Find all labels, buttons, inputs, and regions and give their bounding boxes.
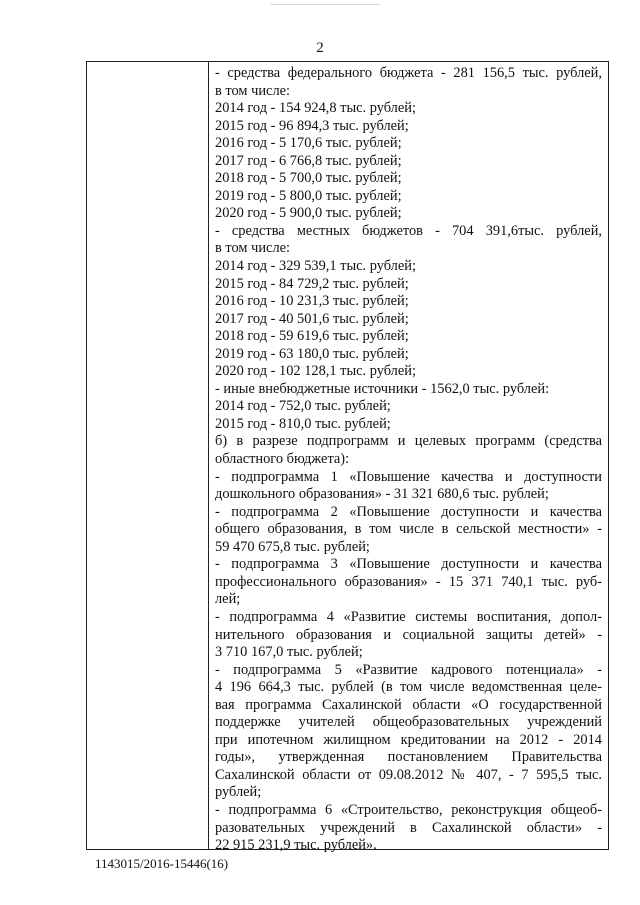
text-line: 2018 год - 59 619,6 тыс. рублей;: [215, 328, 409, 345]
text-line: 2020 год - 5 900,0 тыс. рублей;: [215, 205, 402, 222]
text-line: в том числе:: [215, 82, 291, 99]
text-line: - средства федерального бюджета - 281 156,5 тыс. рублей,: [215, 65, 602, 81]
text-line: 2015 год - 84 729,2 тыс. рублей;: [215, 275, 409, 292]
text-line: рублей;: [215, 784, 262, 801]
text-line: 2018 год - 5 700,0 тыс. рублей;: [215, 170, 402, 187]
document-table: [86, 61, 609, 854]
text-line: профессионального образования» - 15 371 740,1 тыс. руб-: [215, 573, 602, 590]
text-line: 2019 год - 5 800,0 тыс. рублей;: [215, 187, 402, 204]
text-line: 4 196 664,3 тыс. рублей (в том числе ведомственная целе-: [215, 679, 602, 696]
text-line: б) в разрезе подпрограмм и целевых программ (средства: [215, 433, 602, 450]
text-line: - подпрограмма 2 «Повышение доступности и качества: [215, 503, 602, 520]
text-line: - иные внебюджетные источники - 1562,0 тыс. рублей:: [215, 380, 550, 397]
text-line: лей;: [215, 591, 241, 608]
text-line: 2017 год - 6 766,8 тыс. рублей;: [215, 152, 402, 169]
text-line: - подпрограмма 6 «Строительство, реконструкция общеоб-: [215, 801, 602, 818]
text-line: 2020 год - 102 128,1 тыс. рублей;: [215, 363, 416, 380]
text-line: поддержке учителей общеобразовательных учреждений: [215, 714, 602, 731]
text-line: 22 915 231,9 тыс. рублей».: [215, 837, 377, 854]
text-line: областного бюджета):: [215, 451, 350, 468]
text-line: 2015 год - 96 894,3 тыс. рублей;: [215, 117, 409, 134]
document-code: 1143015/2016-15446(16): [95, 856, 229, 871]
page-number: 2: [316, 40, 324, 56]
text-line: в том числе:: [215, 240, 291, 257]
text-line: - подпрограмма 5 «Развитие кадрового потенциала» -: [215, 661, 602, 678]
text-line: 2019 год - 63 180,0 тыс. рублей;: [215, 345, 409, 362]
text-line: - подпрограмма 1 «Повышение качества и доступности: [215, 468, 602, 485]
text-line: общего образования, в том числе в сельской местности» -: [215, 521, 602, 538]
text-line: - подпрограмма 4 «Развитие системы воспитания, допол-: [215, 608, 602, 625]
table-right-cell: [209, 62, 608, 854]
text-line: 59 470 675,8 тыс. рублей;: [215, 538, 370, 555]
text-line: - средства местных бюджетов - 704 391,6тыс. рублей,: [215, 222, 602, 239]
text-line: 2014 год - 752,0 тыс. рублей;: [215, 398, 391, 415]
text-line: при ипотечном жилищном кредитовании на 2012 - 2014: [215, 731, 602, 748]
text-line: - подпрограмма 3 «Повышение доступности и качества: [215, 556, 602, 573]
text-line: вая программа Сахалинской области «О государственной: [215, 696, 602, 713]
text-line: дошкольного образования» - 31 321 680,6 тыс. рублей;: [215, 486, 549, 503]
text-line: годы», утвержденная постановлением Правительства: [215, 749, 602, 766]
scan-artifact: [270, 4, 380, 5]
text-line: нительного образования и социальной защиты детей» -: [215, 626, 602, 643]
text-line: 2016 год - 5 170,6 тыс. рублей;: [215, 135, 402, 152]
text-line: 2014 год - 154 924,8 тыс. рублей;: [215, 100, 416, 117]
text-line: 3 710 167,0 тыс. рублей;: [215, 644, 363, 661]
text-line: 2017 год - 40 501,6 тыс. рублей;: [215, 310, 409, 327]
text-line: разовательных учреждений в Сахалинской области» -: [215, 819, 602, 836]
text-line: 2015 год - 810,0 тыс. рублей;: [215, 415, 391, 432]
table-left-cell: [87, 62, 209, 849]
text-line: Сахалинской области от 09.08.2012 № 407, - 7 595,5 тыс.: [215, 766, 602, 783]
text-line: 2016 год - 10 231,3 тыс. рублей;: [215, 293, 409, 310]
text-line: 2014 год - 329 539,1 тыс. рублей;: [215, 258, 416, 275]
